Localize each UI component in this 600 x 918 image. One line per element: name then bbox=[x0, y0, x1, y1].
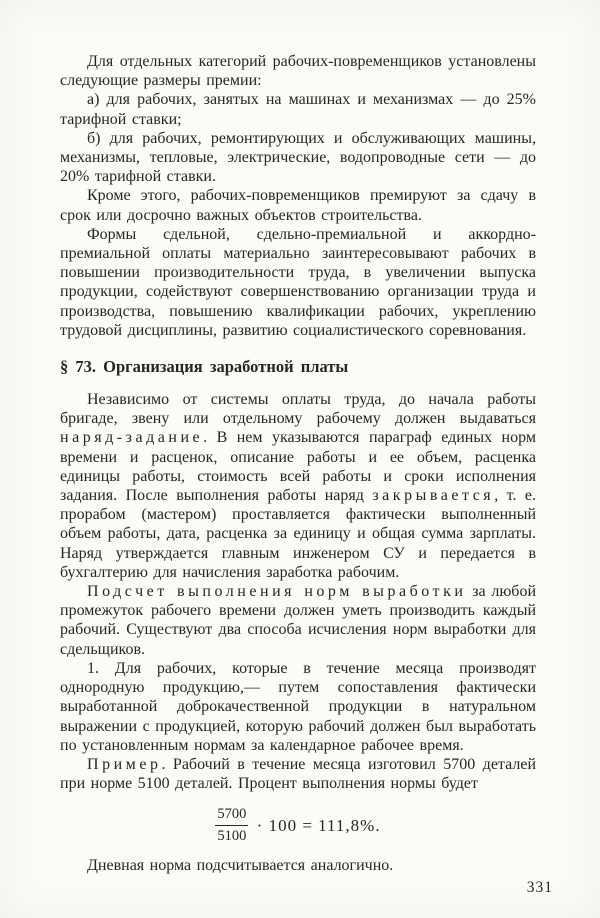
paragraph-item-b: б) для рабочих, ремонтирующих и обслуживающих машины, механизмы, тепловые, электрические, водопроводные сети — до 20% тарифной ставки. bbox=[60, 129, 536, 186]
text-run: . Рабочий в течение месяца изготовил 5700 деталей при норме 5100 деталей. Процент выполнения нормы будет bbox=[60, 755, 536, 793]
page-content bbox=[60, 52, 536, 875]
formula bbox=[60, 806, 536, 844]
emphasized-term: наряд-задание bbox=[60, 429, 204, 447]
text-run: Независимо от системы оплаты труда, до начала работы бригаде, звену или отдельному рабочему должен выдаваться bbox=[60, 391, 536, 428]
paragraph-dnevnaya: Дневная норма подсчитывается аналогично. bbox=[87, 856, 394, 874]
section-heading: § 73. Организация заработной платы bbox=[60, 357, 349, 377]
paragraph-method-1: 1. Для рабочих, которые в течение месяца производят однородную продукцию,— путем сопоставления фактически выработанной доброкачественной продукции в натуральном выражении с продукцией, которую рабочий должен был выработать по установленным нормам за календарное рабочее время. bbox=[60, 659, 536, 754]
paragraph-podschet bbox=[60, 582, 536, 659]
page-number: 331 bbox=[526, 879, 553, 896]
text-run: . В нем указываются параграф единых норм времени и расценок, описание работы и ее объем, расценка единицы работы, стоимость всей работы и сроки исполнения задания. После выполнения работы наряд bbox=[60, 429, 536, 505]
paragraph-item-a: а) для рабочих, занятых на машинах и механизмах — до 25% тарифной ставки; bbox=[60, 91, 536, 128]
paragraph-example bbox=[60, 755, 536, 793]
text-run: за любой промежуток рабочего времени должен уметь производить каждый рабочий. Существуют два способа исчисления норм выработки для сдельщиков. bbox=[60, 583, 537, 658]
fraction-numerator: 5700 bbox=[215, 806, 248, 826]
formula-expression: · 100 = 111,8%. bbox=[256, 815, 381, 835]
paragraph-naryad bbox=[60, 390, 536, 582]
paragraph-formy: Формы сдельной, сдельно-премиальной и аккордно-премиальной оплаты материально заинтересовывают рабочих в повышении производительности труда, в увеличении выпуска продукции, содействуют совершенствованию организации труда и производства, повышению квалификации рабочих, укреплению трудовой дисциплины, развитию социалистического соревнования. bbox=[60, 225, 536, 339]
emphasized-term: закрывается bbox=[372, 487, 495, 505]
paragraph-premium-intro: Для отдельных категорий рабочих-повременщиков установлены следующие размеры премии: bbox=[60, 53, 536, 90]
fraction-denominator: 5100 bbox=[217, 827, 247, 844]
emphasized-term: Пример bbox=[87, 755, 162, 773]
fraction bbox=[215, 806, 248, 844]
emphasized-term: Подсчет выполнения норм выработки bbox=[87, 583, 467, 601]
text-run: , т. е. прорабом (мастером) проставляется фактически выполненный объем работы, дата, расценка за единицу и общая сумма зарплаты. Наряд утверждается главным инженером СУ и передается в бухгалтерию для начисления заработка рабочим. bbox=[60, 487, 537, 581]
paragraph-krome: Кроме этого, рабочих-повременщиков премируют за сдачу в срок или досрочно важных объектов строительства. bbox=[60, 187, 536, 224]
